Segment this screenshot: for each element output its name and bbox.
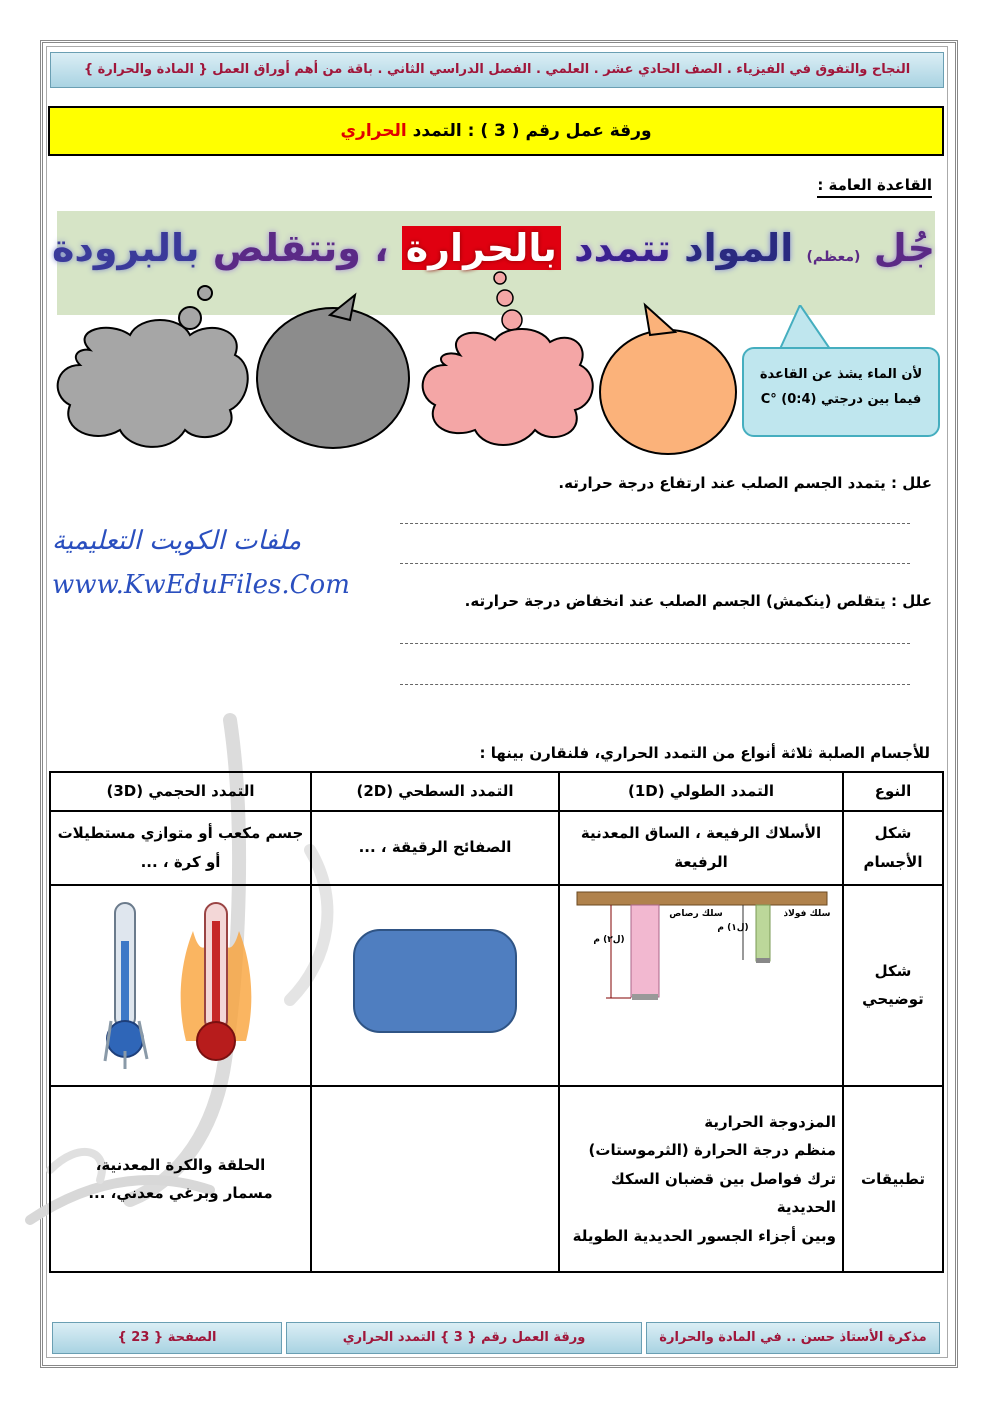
header-type: النوع <box>843 772 943 811</box>
rule-word-1: جُل <box>873 226 935 270</box>
rule-word-2: (معظم) <box>806 249 861 265</box>
footer-right: مذكرة الأستاذ حسن .. في المادة والحرارة <box>646 1322 940 1354</box>
shape-label: شكل الأجسام <box>843 811 943 885</box>
application-item: المزدوجة الحرارية <box>704 1112 836 1131</box>
top-title-bar <box>50 52 944 88</box>
general-rule-label: القاعدة العامة : <box>817 176 932 198</box>
watermark-url[interactable]: www.KwEduFiles.Com <box>52 570 350 600</box>
table-row <box>50 811 943 885</box>
comparison-intro: للأجسام الصلبة ثلاثة أنواع من التمدد الحراري، فلنقارن بينها : <box>479 744 930 762</box>
answer-line[interactable] <box>400 684 910 685</box>
thought-bubbles <box>50 270 750 460</box>
application-item: مسمار وبرغي معدني، ... <box>88 1184 273 1202</box>
table-row <box>50 772 943 811</box>
shape-3d: جسم مكعب أو متوازي مستطيلات أو كرة ، ... <box>50 811 311 885</box>
application-item: الحلقة والكرة المعدنية، <box>95 1155 266 1174</box>
pink-cloud-bubble <box>423 272 593 445</box>
header-1d: التمدد الطولي (1D) <box>559 772 843 811</box>
hot-thermometer-icon <box>180 903 251 1060</box>
sheet-title-highlight: الحراري <box>340 121 407 141</box>
lead-wire-label: سلك رصاص <box>669 908 723 919</box>
shape-2d: الصفائح الرقيقة ، ... <box>311 811 559 885</box>
table-row <box>50 885 943 1087</box>
applications-2d <box>311 1086 559 1272</box>
shape-1d: الأسلاك الرفيعة ، الساق المعدنية الرفيعة <box>559 811 843 885</box>
grey-cloud-bubble <box>58 286 248 447</box>
sheet-title-bar <box>48 106 944 156</box>
sheet-title: ورقة عمل رقم ( 3 ) : التمدد <box>412 121 652 141</box>
footer-middle: ورقة العمل رقم { 3 } التمدد الحراري <box>286 1322 642 1354</box>
application-item: وبين أجزاء الجسور الحديدية الطويلة <box>572 1226 836 1245</box>
header-2d: التمدد السطحي (2D) <box>311 772 559 811</box>
length-2-label: (ل٢) م <box>593 934 625 945</box>
applications-label: تطبيقات <box>843 1086 943 1272</box>
answer-line[interactable] <box>400 563 910 564</box>
answer-line[interactable] <box>400 523 910 524</box>
footer-page-number: الصفحة { 23 } <box>52 1322 282 1354</box>
comparison-table <box>49 771 944 1273</box>
top-title: النجاح والتفوق في الفيزياء . الصف الحادي عشر . العلمي . الفصل الدراسي الثاني . باقة من أهم أوراق العمل { المادة والحرارة } <box>83 62 911 77</box>
water-exception-callout <box>742 347 940 437</box>
applications-3d <box>50 1086 311 1272</box>
illustration-3d <box>50 885 311 1087</box>
rule-word-3: المواد <box>684 226 794 270</box>
illustration-1d <box>559 885 843 1087</box>
grey-speech-bubble <box>257 295 409 448</box>
cold-thermometer-icon <box>105 903 147 1069</box>
rule-word-4: تتمدد <box>574 226 671 270</box>
watermark-arabic: ملفات الكويت التعليمية <box>52 526 302 556</box>
question-expansion: علل : يتمدد الجسم الصلب عند ارتفاع درجة حرارته. <box>558 474 932 492</box>
metal-plate-shape <box>350 926 520 1036</box>
thermometers-icon <box>81 891 281 1071</box>
application-item: منظم درجة الحرارة (الثرموستات) <box>588 1141 836 1160</box>
question-contraction: علل : يتقلص (ينكمش) الجسم الصلب عند انخفاض درجة حرارته. <box>464 592 932 610</box>
callout-line-1: لأن الماء يشذ عن القاعدة <box>759 367 923 382</box>
table-row <box>50 1086 943 1272</box>
rule-word-5: بالحرارة <box>402 226 561 270</box>
header-3d: التمدد الحجمي (3D) <box>50 772 311 811</box>
illustration-label: شكل توضيحي <box>843 885 943 1087</box>
general-rule-text <box>51 226 935 270</box>
rule-word-7: بالبرودة <box>51 226 200 270</box>
callout-line-2: فيما بين درجتي C° (0:4) <box>760 392 922 407</box>
illustration-2d <box>311 885 559 1087</box>
length-1-label: (ل١) م <box>717 922 749 933</box>
answer-line[interactable] <box>400 643 910 644</box>
applications-1d <box>559 1086 843 1272</box>
orange-speech-bubble <box>600 305 736 454</box>
steel-wire-label: سلك فولاذ <box>783 908 831 919</box>
application-item: ترك فواصل بين قضبان السكك الحديدية <box>611 1169 836 1217</box>
rule-word-6: ، وتتقلص <box>212 226 389 270</box>
rods-expansion-diagram <box>571 886 831 1076</box>
